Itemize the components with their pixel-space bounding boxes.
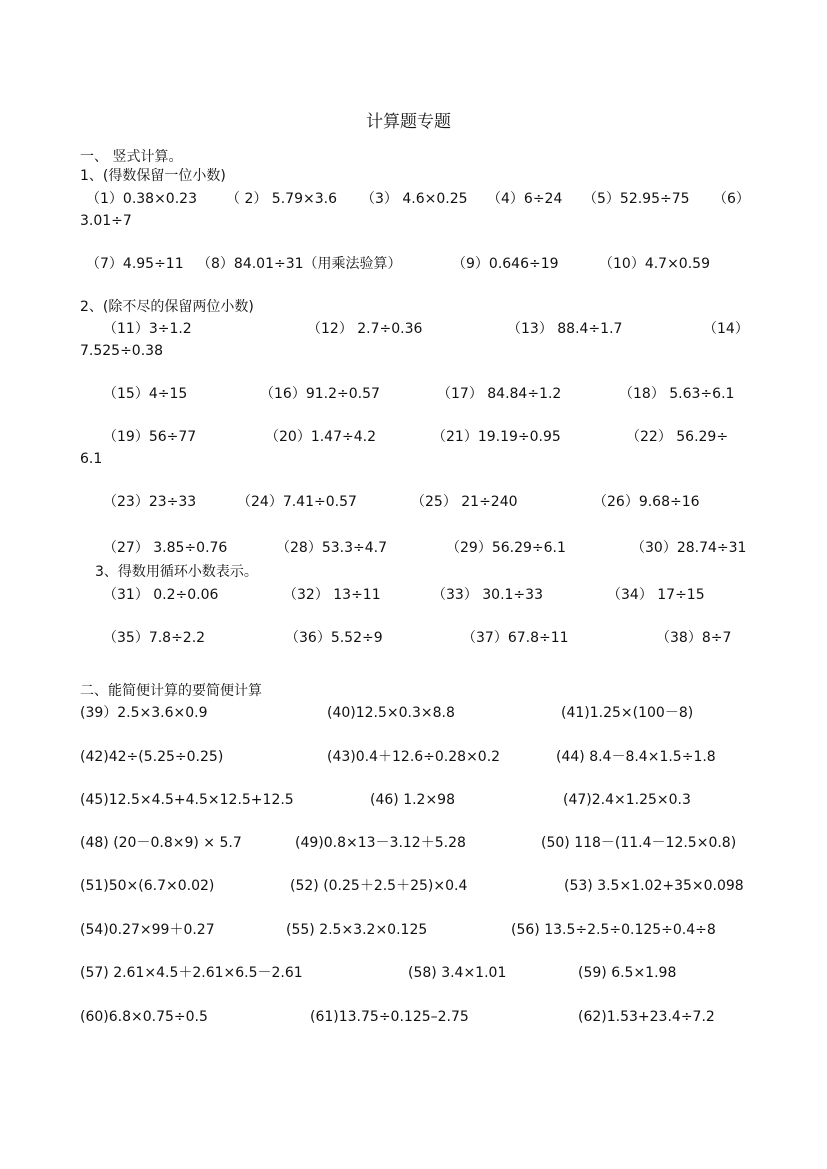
problem-item: (50) 118－(11.4－12.5×0.8) bbox=[541, 835, 737, 851]
problem-item: （14） bbox=[703, 321, 749, 337]
part2-heading: 2、(除不尽的保留两位小数) bbox=[80, 299, 254, 315]
problem-item: (46) 1.2×98 bbox=[370, 792, 455, 808]
problem-item: （12） 2.7÷0.36 bbox=[307, 321, 423, 337]
problem-item: （23）23÷33 bbox=[103, 494, 197, 510]
problem-item: （13） 88.4÷1.7 bbox=[507, 321, 623, 337]
problem-item: （4）6÷24 bbox=[487, 191, 563, 207]
problem-item: （26）9.68÷16 bbox=[593, 494, 700, 510]
problem-item: (40)12.5×0.3×8.8 bbox=[327, 705, 455, 721]
problem-item: （15）4÷15 bbox=[103, 386, 188, 402]
problem-item: （17） 84.84÷1.2 bbox=[437, 386, 562, 402]
problem-item: （9）0.646÷19 bbox=[452, 256, 559, 272]
problem-item: (43)0.4＋12.6÷0.28×0.2 bbox=[327, 749, 501, 765]
part1-heading: 1、(得数保留一位小数) bbox=[80, 168, 226, 184]
problem-item: (59) 6.5×1.98 bbox=[578, 965, 677, 981]
problem-item: （34） 17÷15 bbox=[607, 587, 705, 603]
problem-item: (61)13.75÷0.125–2.75 bbox=[310, 1009, 469, 1025]
part3-heading: 3、得数用循环小数表示。 bbox=[95, 564, 258, 580]
problem-item: （25） 21÷240 bbox=[411, 494, 518, 510]
problem-item: 6.1 bbox=[80, 451, 103, 467]
problem-item: (60)6.8×0.75÷0.5 bbox=[80, 1009, 208, 1025]
problem-item: (52) (0.25＋2.5＋25)×0.4 bbox=[290, 878, 468, 894]
problem-item: (41)1.25×(100－8) bbox=[561, 705, 694, 721]
problem-item: （22） 56.29÷ bbox=[626, 429, 729, 445]
problem-item: (42)42÷(5.25÷0.25) bbox=[80, 749, 224, 765]
problem-item: （3） 4.6×0.25 bbox=[361, 191, 468, 207]
problem-item: (47)2.4×1.25×0.3 bbox=[563, 792, 691, 808]
problem-item: (44) 8.4－8.4×1.5÷1.8 bbox=[556, 749, 716, 765]
problem-item: （37）67.8÷11 bbox=[462, 630, 569, 646]
problem-item: （16）91.2÷0.57 bbox=[260, 386, 380, 402]
problem-item: （ 2） 5.79×3.6 bbox=[226, 191, 337, 207]
problem-item: (49)0.8×13－3.12＋5.28 bbox=[295, 835, 466, 851]
problem-item: （21）19.19÷0.95 bbox=[432, 429, 561, 445]
problem-item: （10）4.7×0.59 bbox=[599, 256, 710, 272]
problem-item: （27） 3.85÷0.76 bbox=[103, 540, 228, 556]
problem-item: （29）56.29÷6.1 bbox=[446, 540, 566, 556]
problem-item: (53) 3.5×1.02+35×0.098 bbox=[564, 878, 744, 894]
problem-item: (45)12.5×4.5+4.5×12.5+12.5 bbox=[80, 792, 294, 808]
problem-item: （18） 5.63÷6.1 bbox=[619, 386, 735, 402]
problem-item: （31） 0.2÷0.06 bbox=[103, 587, 219, 603]
problem-item: （19）56÷77 bbox=[103, 429, 197, 445]
problem-item: （20）1.47÷4.2 bbox=[265, 429, 376, 445]
problem-item: （30）28.74÷31 bbox=[631, 540, 747, 556]
problem-item: (56) 13.5÷2.5÷0.125÷0.4÷8 bbox=[511, 922, 716, 938]
problem-item: (58) 3.4×1.01 bbox=[408, 965, 507, 981]
problem-item: （6） bbox=[713, 191, 750, 207]
problem-item: （7）4.95÷11 bbox=[86, 256, 184, 272]
problem-item: (55) 2.5×3.2×0.125 bbox=[286, 922, 428, 938]
problem-item: （33） 30.1÷33 bbox=[432, 587, 543, 603]
problem-item: (48) (20－0.8×9) × 5.7 bbox=[80, 835, 242, 851]
problem-item: (51)50×(6.7×0.02) bbox=[80, 878, 215, 894]
problem-item: （36）5.52÷9 bbox=[285, 630, 383, 646]
problem-item: （32） 13÷11 bbox=[283, 587, 381, 603]
page-title: 计算题专题 bbox=[366, 112, 451, 132]
problem-item: （11）3÷1.2 bbox=[103, 321, 192, 337]
problem-item: （24）7.41÷0.57 bbox=[237, 494, 357, 510]
section1-heading: 一、 竖式计算。 bbox=[80, 149, 183, 165]
problem-item: (39）2.5×3.6×0.9 bbox=[80, 705, 208, 721]
problem-item: 7.525÷0.38 bbox=[80, 343, 163, 359]
problem-item: （35）7.8÷2.2 bbox=[103, 630, 206, 646]
problem-item: （8）84.01÷31（用乘法验算） bbox=[197, 256, 402, 272]
problem-item: (54)0.27×99＋0.27 bbox=[80, 922, 215, 938]
problem-item: 3.01÷7 bbox=[80, 213, 132, 229]
problem-item: （5）52.95÷75 bbox=[583, 191, 690, 207]
problem-item: （28）53.3÷4.7 bbox=[276, 540, 387, 556]
problem-item: (62)1.53+23.4÷7.2 bbox=[578, 1009, 715, 1025]
problem-item: （38）8÷7 bbox=[656, 630, 732, 646]
problem-item: (57) 2.61×4.5＋2.61×6.5－2.61 bbox=[80, 965, 303, 981]
problem-item: （1）0.38×0.23 bbox=[86, 191, 197, 207]
section2-heading: 二、能简便计算的要简便计算 bbox=[80, 683, 262, 699]
